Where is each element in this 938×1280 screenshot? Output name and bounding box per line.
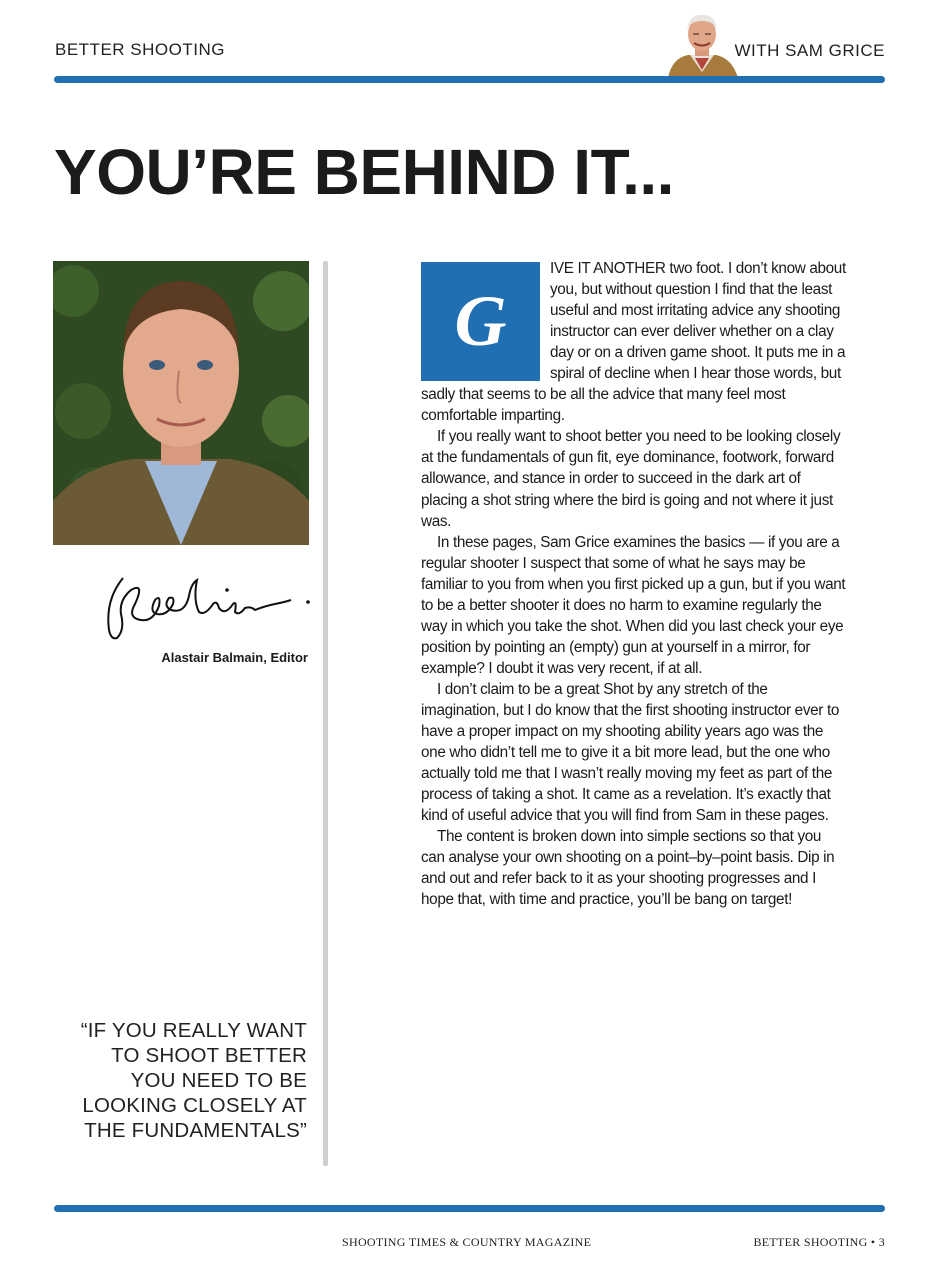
article-paragraph: If you really want to shoot better you need to be looking closely at the fundamentals of gun fit, eye dominance, footwork, forward allowance, and stance in order to succeed in the dark art of placing a shot string where the bird is going and not where it just was. xyxy=(421,428,841,530)
publication-name: SHOOTING TIMES & COUNTRY MAGAZINE xyxy=(342,1235,592,1249)
paragraph-text: IVE IT ANOTHER two foot. I don’t know about you, but without question I find that the least useful and most irritating advice any shooting instructor can ever deliver whether on a clay day or on a driven game shoot. It puts me in a spiral of decline when I hear those words, but sadly that seems to be all the advice that many feel most comfortable imparting. xyxy=(421,260,846,425)
headline: YOU’RE BEHIND IT... xyxy=(54,136,674,208)
editor-signature xyxy=(95,560,315,650)
author-photo xyxy=(664,10,740,78)
editor-photo xyxy=(53,261,309,545)
header-rule xyxy=(54,76,885,83)
drop-cap: G xyxy=(421,262,540,381)
column-divider xyxy=(323,261,328,1166)
article-paragraph: The content is broken down into simple sections so that you can analyse your own shooting on a point–by–point basis. Dip in and out and refer back to it as your shooting progresses and I hope that, with time and practice, you’ll be bang on target! xyxy=(421,828,835,909)
article-paragraph xyxy=(421,258,846,426)
editor-caption: Alastair Balmain, Editor xyxy=(161,650,308,665)
footer-rule xyxy=(54,1205,885,1212)
article-paragraph: In these pages, Sam Grice examines the basics — if you are a regular shooter I suspect that some of what he says may be familiar to you from when you first picked up a gun, but if you want to be a better shooter it does no harm to examine regularly the way in which you take the shot. When did you last check your eye position by pointing an (empty) gun at yourself in a mirror, for example? I doubt it was very recent, if at all. xyxy=(421,533,846,677)
article-paragraph: I don’t claim to be a great Shot by any stretch of the imagination, but I do know that the first shooting instructor ever to have a proper impact on my shooting ability years ago was the one who didn’t tell me to give it a bit more lead, but the one who actually told me that I wasn’t really moving my feet as part of the process of taking a shot. It came as a revelation. It’s exactly that kind of useful advice that you will find from Sam in these pages. xyxy=(421,680,839,825)
section-label: BETTER SHOOTING xyxy=(55,40,225,59)
author-label: WITH SAM GRICE xyxy=(734,41,885,60)
page-label: BETTER SHOOTING • 3 xyxy=(753,1235,885,1249)
article-body xyxy=(421,258,846,910)
pull-quote: “IF YOU REALLY WANT TO SHOOT BETTER YOU NEED TO BE LOOKING CLOSELY AT THE FUNDAMENTALS” xyxy=(80,1019,307,1142)
